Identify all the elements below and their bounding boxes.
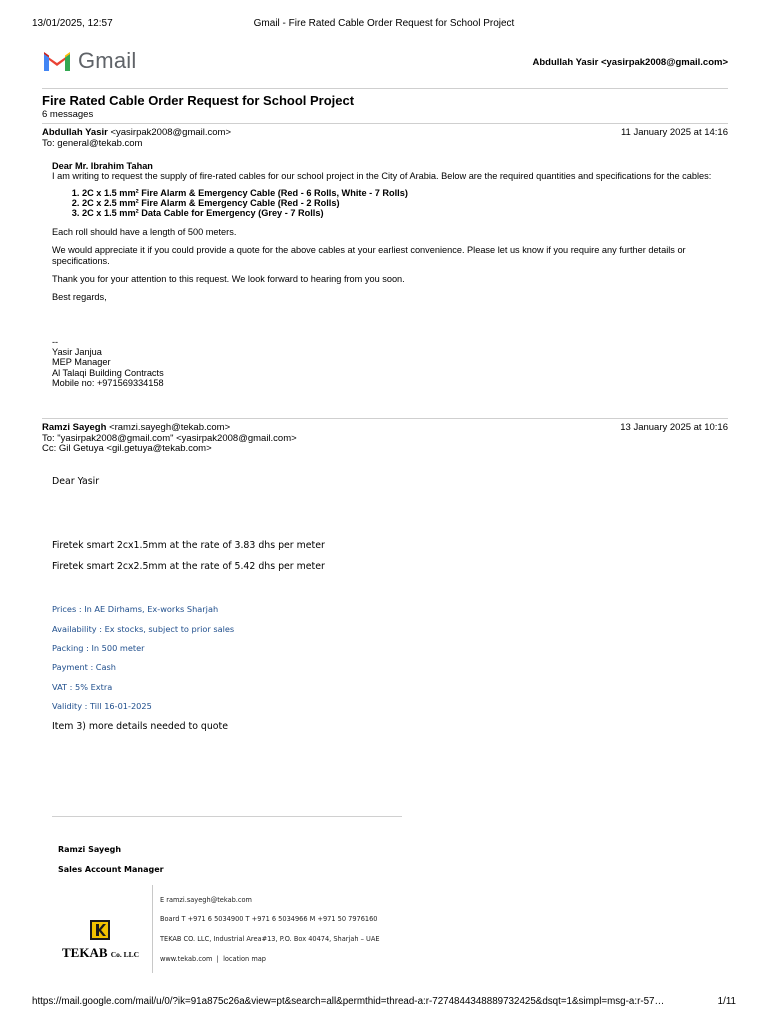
- terms-availability: Availability : Ex stocks, subject to prior sales: [52, 624, 235, 634]
- message-body: [52, 161, 718, 388]
- tekab-logo-icon: [90, 920, 110, 940]
- terms-validity: Validity : Till 16-01-2025: [52, 701, 152, 711]
- terms-vat: VAT : 5% Extra: [52, 682, 113, 692]
- signature-company: Al Talaqi Building Contracts: [52, 367, 164, 378]
- page-number: 1/11: [717, 996, 736, 1007]
- location-map-link[interactable]: location map: [223, 955, 266, 963]
- terms-packing: Packing : In 500 meter: [52, 643, 145, 653]
- signature-email: E ramzi.sayegh@tekab.com: [160, 896, 252, 904]
- tekab-logo-text: TEKAB: [62, 945, 108, 960]
- terms-prices: Prices : In AE Dirhams, Ex-works Sharjah: [52, 604, 219, 614]
- divider: [42, 418, 728, 419]
- sender-name: Abdullah Yasir: [42, 127, 108, 138]
- terms-payment: Payment : Cash: [52, 662, 116, 672]
- closing: Best regards,: [52, 292, 107, 303]
- tekab-logo-suffix: Co. LLC: [110, 950, 140, 959]
- gmail-wordmark: Gmail: [78, 48, 137, 73]
- sender-email: <ramzi.sayegh@tekab.com>: [109, 422, 231, 433]
- list-item: 1. 2C x 1.5 mm² Fire Alarm & Emergency Cable (Red - 6 Rolls, White - 7 Rolls): [82, 188, 718, 198]
- gmail-m-icon: [42, 49, 72, 73]
- item3-note: Item 3) more details needed to quote: [52, 721, 228, 732]
- signature-title: MEP Manager: [52, 357, 111, 368]
- signature: [52, 337, 718, 388]
- thanks-paragraph: Thank you for your attention to this request. We look forward to hearing from you soon.: [52, 273, 405, 284]
- signature-links: [160, 955, 266, 963]
- roll-length-paragraph: Each roll should have a length of 500 meters.: [52, 226, 237, 237]
- recipient-line: To: general@tekab.com: [42, 137, 143, 149]
- thread-subject: Fire Rated Cable Order Request for School Project: [42, 93, 355, 108]
- signature-name: Ramzi Sayegh: [58, 845, 122, 854]
- divider: [42, 88, 728, 89]
- gmail-header: [42, 48, 728, 76]
- signature-divider: [52, 816, 402, 817]
- message-date: 11 January 2025 at 14:16: [620, 127, 728, 138]
- cable-list: [82, 188, 718, 219]
- greeting: Dear Mr. Ibrahim Tahan: [52, 161, 153, 171]
- greeting: Dear Yasir: [52, 476, 100, 487]
- cc-line: Cc: Gil Getuya <gil.getuya@tekab.com>: [42, 443, 212, 454]
- gmail-logo[interactable]: [42, 48, 136, 74]
- signature-mobile: Mobile no: +971569334158: [52, 377, 164, 388]
- page-url: https://mail.google.com/mail/u/0/?ik=91a875c26a&view=pt&search=all&permthid=thread-a:r-7274844348889732425&dsqt=1&simpl=msg-a:r-57…: [32, 996, 665, 1007]
- quote-request-paragraph: We would appreciate it if you could provide a quote for the above cables at your earliest convenience. Please let us know if you require any further details or specifications.: [52, 245, 686, 266]
- message-count: 6 messages: [42, 109, 94, 120]
- signature-vertical-rule: [152, 885, 153, 973]
- sender-name: Ramzi Sayegh: [42, 422, 107, 433]
- message-header: [42, 423, 728, 455]
- website-link[interactable]: www.tekab.com: [160, 955, 213, 963]
- intro-paragraph: I am writing to request the supply of fire-rated cables for our school project in the City of Arabia. Below are the required quantities and specifications for the cables:: [52, 171, 712, 182]
- sender-email: <yasirpak2008@gmail.com>: [110, 127, 232, 138]
- print-header: [32, 18, 736, 30]
- signature-name: Yasir Janjua: [52, 347, 102, 358]
- link-separator: |: [216, 955, 219, 963]
- message-date: 13 January 2025 at 10:16: [620, 422, 728, 433]
- signature-address: TEKAB CO. LLC, Industrial Area#13, P.O. Box 40474, Sharjah – UAE: [160, 935, 380, 943]
- divider: [42, 123, 728, 124]
- signature-title: Sales Account Manager: [58, 865, 164, 874]
- rate-line: Firetek smart 2cx2.5mm at the rate of 5.42 dhs per meter: [52, 561, 325, 572]
- account-label: Abdullah Yasir <yasirpak2008@gmail.com>: [532, 57, 728, 68]
- signature-phones: Board T +971 6 5034900 T +971 6 5034966 M +971 50 7976160: [160, 915, 378, 923]
- list-item: 3. 2C x 1.5 mm² Data Cable for Emergency (Grey - 7 Rolls): [82, 208, 718, 218]
- recipient-line: To: "yasirpak2008@gmail.com" <yasirpak2008@gmail.com>: [42, 432, 297, 444]
- message-body: [52, 476, 718, 487]
- print-page-title: Gmail - Fire Rated Cable Order Request for School Project: [253, 18, 515, 29]
- print-datetime: 13/01/2025, 12:57: [32, 18, 113, 29]
- rate-line: Firetek smart 2cx1.5mm at the rate of 3.83 dhs per meter: [52, 540, 325, 551]
- signature-dash: --: [52, 336, 59, 347]
- message-header: [42, 128, 728, 149]
- tekab-wordmark: [62, 945, 139, 961]
- list-item: 2. 2C x 2.5 mm² Fire Alarm & Emergency Cable (Red - 2 Rolls): [82, 198, 718, 208]
